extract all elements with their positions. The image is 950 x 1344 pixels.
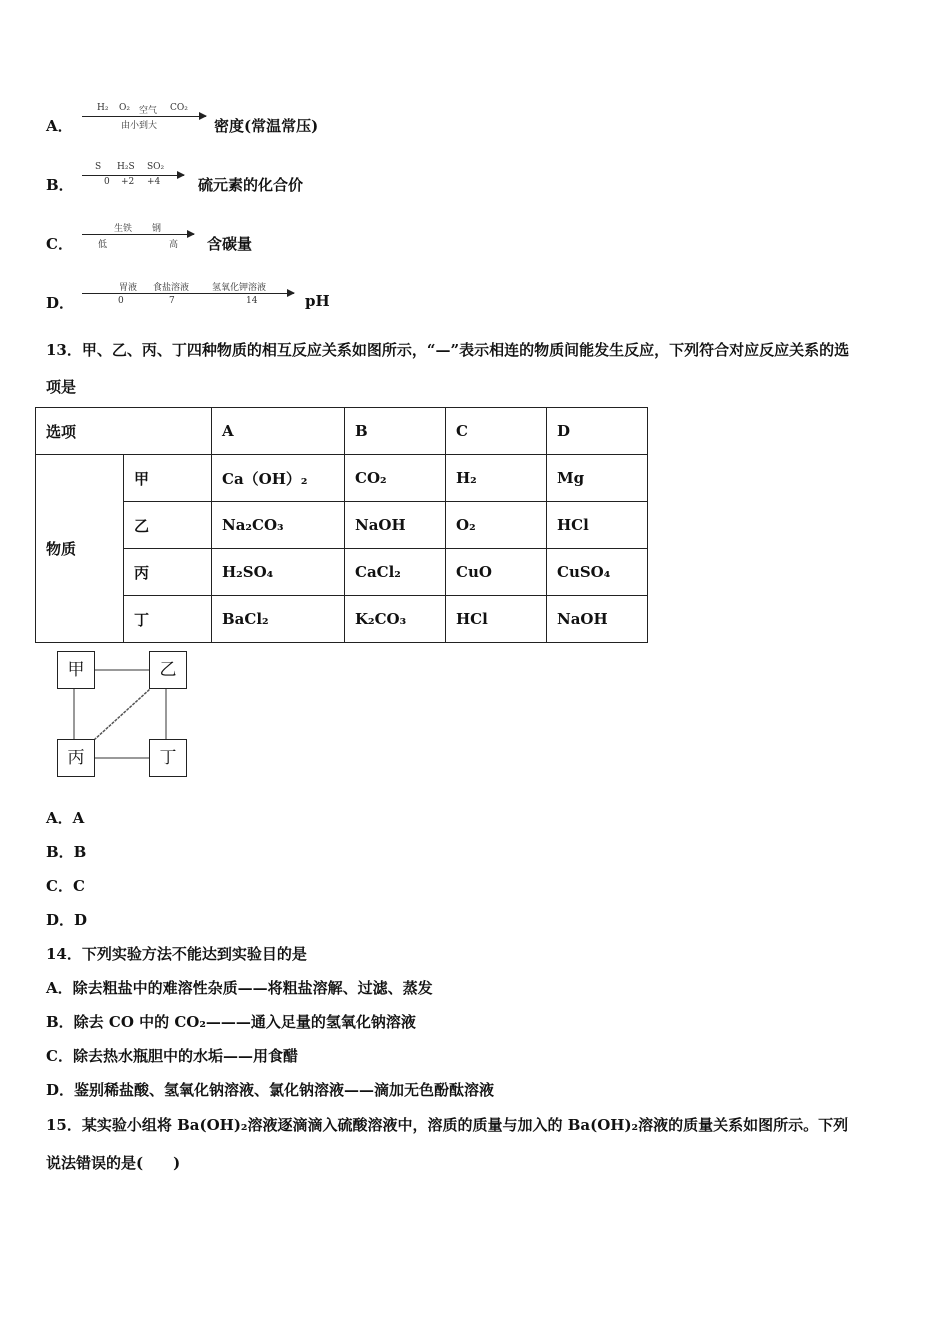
table-cell: CO₂	[345, 455, 446, 502]
scale-property: pH	[305, 292, 330, 310]
scale-item: S	[95, 162, 102, 172]
scale-item: 胃液	[119, 283, 138, 293]
table-cell: Ca（OH）₂	[212, 455, 345, 502]
table-cell: HCl	[547, 502, 648, 549]
scale-item: 空气	[139, 106, 158, 116]
table-header-cell: 选项	[36, 408, 212, 455]
scale-property: 密度(常温常压)	[214, 117, 319, 135]
scale-tick: 7	[169, 296, 175, 306]
diagram-node-ding: 丁	[149, 739, 187, 777]
option-label: B．	[46, 176, 74, 194]
option-label: C．	[46, 235, 73, 253]
table-cell: CuSO₄	[547, 549, 648, 596]
q13-option-c[interactable]: C．C	[46, 877, 85, 895]
q14-option-c[interactable]: C．除去热水瓶胆中的水垢——用食醋	[46, 1047, 298, 1065]
link-bing-yi	[94, 689, 150, 740]
q13-stem-line2: 项是	[46, 378, 77, 396]
scale-tick: 低	[98, 240, 108, 250]
q13-stem-line1: 13．甲、乙、丙、丁四种物质的相互反应关系如图所示，“—”表示相连的物质间能发生反应，下列符合对应反应关系的选	[46, 341, 850, 359]
scale-item: 食盐溶液	[153, 283, 190, 293]
q13-option-d[interactable]: D．D	[46, 911, 88, 929]
table-header-row	[36, 408, 648, 455]
table-row	[36, 549, 648, 596]
scale-item: CO₂	[170, 103, 188, 113]
scale-arrow	[82, 234, 194, 235]
q13-table	[35, 407, 648, 643]
table-cell: CuO	[446, 549, 547, 596]
table-cell: Mg	[547, 455, 648, 502]
table-cell: H₂SO₄	[212, 549, 345, 596]
table-cell: HCl	[446, 596, 547, 643]
table-cell: O₂	[446, 502, 547, 549]
scale-item: O₂	[119, 103, 130, 113]
scale-item: 钢	[152, 224, 162, 234]
table-cell: BaCl₂	[212, 596, 345, 643]
scale-item: 氢氧化钾溶液	[212, 283, 267, 293]
table-header-cell: C	[446, 408, 547, 455]
table-row-name: 乙	[124, 502, 212, 549]
scale-item: 生铁	[114, 224, 133, 234]
scale-arrow	[82, 175, 184, 176]
table-header-cell: D	[547, 408, 648, 455]
scale-tick: 高	[169, 240, 179, 250]
q14-option-d[interactable]: D．鉴别稀盐酸、氢氧化钠溶液、氯化钠溶液——滴加无色酚酞溶液	[46, 1081, 495, 1099]
scale-property: 硫元素的化合价	[198, 176, 304, 194]
table-cell: NaOH	[345, 502, 446, 549]
table-cell: K₂CO₃	[345, 596, 446, 643]
table-row-name: 丙	[124, 549, 212, 596]
q14-option-b[interactable]: B．除去 CO 中的 CO₂———通入足量的氢氧化钠溶液	[46, 1013, 416, 1031]
table-cell: Na₂CO₃	[212, 502, 345, 549]
scale-property: 含碳量	[207, 235, 253, 253]
diagram-node-jia: 甲	[57, 651, 95, 689]
q14-option-a[interactable]: A．除去粗盐中的难溶性杂质——将粗盐溶解、过滤、蒸发	[46, 979, 433, 997]
table-row	[36, 455, 648, 502]
table-group-label: 物质	[36, 455, 124, 643]
scale-tick: 14	[246, 296, 258, 306]
diagram-node-yi: 乙	[149, 651, 187, 689]
table-row	[36, 596, 648, 643]
diagram-node-bing: 丙	[57, 739, 95, 777]
table-row-name: 甲	[124, 455, 212, 502]
scale-direction: 由小到大	[121, 121, 158, 131]
scale-item: H₂	[97, 103, 109, 113]
table-header-cell: A	[212, 408, 345, 455]
scale-tick: +4	[147, 177, 161, 187]
q15-stem-line2: 说法错误的是( )	[46, 1154, 181, 1172]
option-label: A．	[46, 117, 73, 135]
q13-option-b[interactable]: B．B	[46, 843, 87, 861]
scale-arrow	[82, 293, 294, 294]
table-cell: H₂	[446, 455, 547, 502]
scale-tick: +2	[121, 177, 135, 187]
q13-option-a[interactable]: A．A	[46, 809, 85, 827]
table-header-cell: B	[345, 408, 446, 455]
table-cell: CaCl₂	[345, 549, 446, 596]
scale-tick: 0	[104, 177, 110, 187]
scale-item: H₂S	[117, 162, 135, 172]
scale-tick: 0	[118, 296, 124, 306]
scale-item: SO₂	[147, 162, 165, 172]
scale-arrow	[82, 116, 206, 117]
q14-stem: 14．下列实验方法不能达到实验目的是	[46, 945, 307, 963]
table-row-name: 丁	[124, 596, 212, 643]
option-label: D．	[46, 294, 75, 312]
q15-stem-line1: 15．某实验小组将 Ba(OH)₂溶液逐滴滴入硫酸溶液中，溶质的质量与加入的 Ba(OH)₂溶液的质量关系如图所示。下列	[46, 1116, 849, 1134]
table-cell: NaOH	[547, 596, 648, 643]
table-row	[36, 502, 648, 549]
